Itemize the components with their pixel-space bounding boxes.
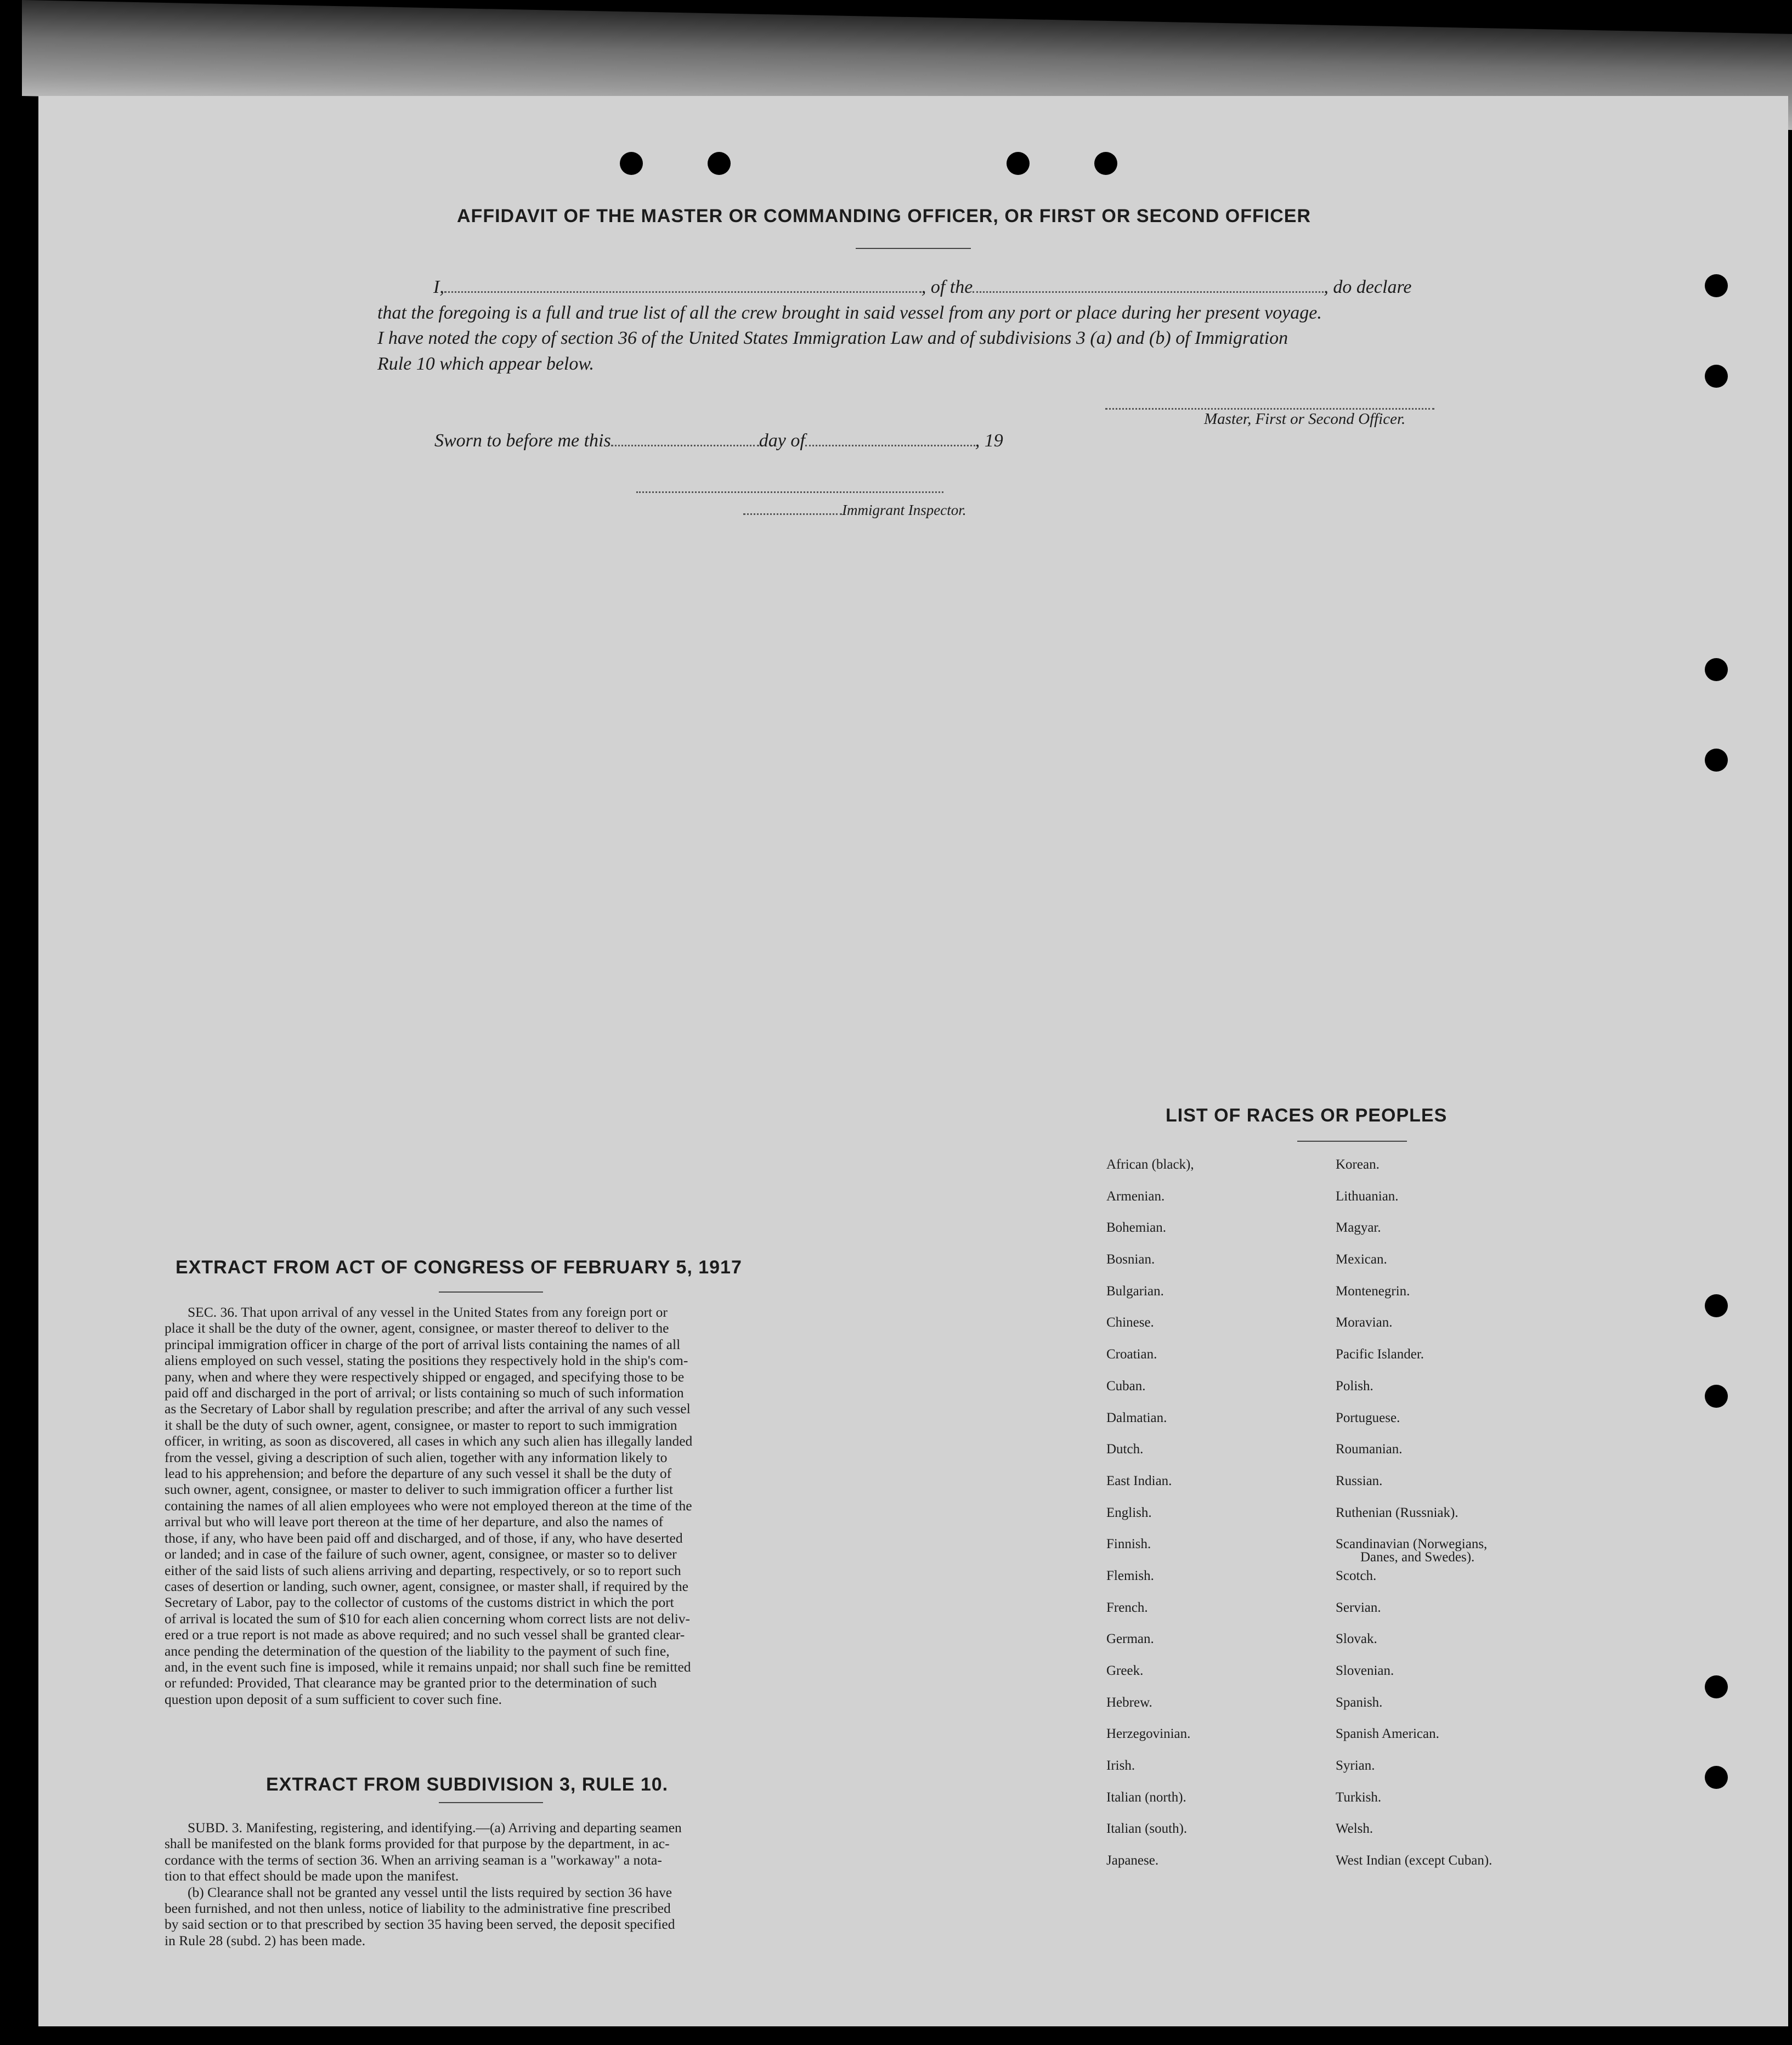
race-item: Turkish. — [1336, 1789, 1382, 1805]
races-right-column — [1336, 1158, 1492, 1886]
affidavit-line-4: Rule 10 which appear below. — [377, 354, 595, 374]
race-item: Hebrew. — [1106, 1695, 1152, 1710]
race-item: Dutch. — [1106, 1442, 1144, 1457]
day-of-text: day of — [759, 430, 805, 451]
text-line: such owner, agent, consignee, or master to deliver to such immigration officer a further list — [165, 1481, 673, 1498]
race-item: Scotch. — [1336, 1568, 1377, 1583]
text-line: cordance with the terms of section 36. When an arriving seaman is a "workaway" a nota- — [165, 1851, 662, 1868]
race-item: Spanish American. — [1336, 1726, 1439, 1742]
race-item: Magyar. — [1336, 1220, 1381, 1236]
name-blank — [444, 288, 922, 293]
race-item-scandinavian-cont: Danes, and Swedes). — [1360, 1550, 1475, 1565]
text-line: (b) Clearance shall not be granted any vessel until the lists required by section 36 have — [188, 1884, 672, 1900]
signature-blank — [1105, 405, 1434, 410]
inspector-line — [743, 502, 966, 519]
affidavit-title-rule — [856, 248, 971, 249]
signature-label: Master, First or Second Officer. — [1204, 410, 1406, 428]
day-blank — [611, 441, 759, 446]
race-item: Italian (north). — [1106, 1789, 1186, 1805]
affidavit-title: AFFIDAVIT OF THE MASTER OR COMMANDING OFFICER, OR FIRST OR SECOND OFFICER — [457, 206, 1311, 226]
race-item: Korean. — [1336, 1157, 1380, 1172]
race-item: African (black), — [1106, 1157, 1194, 1172]
race-item — [1336, 1538, 1492, 1570]
race-item: Montenegrin. — [1336, 1283, 1410, 1299]
text-line: those, if any, who have been paid off and discharged, and of those, if any, who have deserted — [165, 1529, 683, 1546]
race-item: Roumanian. — [1336, 1442, 1403, 1457]
text-line: shall be manifested on the blank forms provided for that purpose by the department, in ac- — [165, 1836, 670, 1852]
text-line: aliens employed on such vessel, stating the positions they respectively hold in the ship's com- — [165, 1352, 688, 1369]
text-line: paid off and discharged in the port of arrival; or lists containing so much of such information — [165, 1385, 684, 1401]
race-item: Spanish. — [1336, 1695, 1383, 1710]
race-item: English. — [1106, 1505, 1152, 1520]
act-extract-rule — [439, 1291, 543, 1293]
month-blank — [805, 441, 975, 446]
sworn-text: Sworn to before me this — [434, 430, 611, 451]
punch-hole — [620, 152, 643, 175]
race-item: Greek. — [1106, 1663, 1144, 1678]
rule-extract-title: EXTRACT FROM SUBDIVISION 3, RULE 10. — [266, 1774, 669, 1795]
text-line: it shall be the duty of such owner, agent, consignee, or master to report to such immigration — [165, 1417, 677, 1433]
race-item: Russian. — [1336, 1473, 1383, 1488]
year-text: , 19 — [975, 430, 1003, 451]
race-item: Portuguese. — [1336, 1410, 1400, 1425]
race-item: Lithuanian. — [1336, 1188, 1399, 1204]
text-line: from the vessel, giving a description of such alien, together with any information likely to — [165, 1449, 668, 1465]
text-line: lead to his apprehension; and before the departure of any such vessel it shall be the duty of — [165, 1465, 672, 1482]
text-line: either of the said lists of such aliens arriving and departing, respectively, or so to report such — [165, 1562, 681, 1578]
race-item: Armenian. — [1106, 1188, 1165, 1204]
text-line: as the Secretary of Labor shall by regulation prescribe; and after the arrival of any such vessel — [165, 1401, 691, 1417]
act-extract-title: EXTRACT FROM ACT OF CONGRESS OF FEBRUARY 5, 1917 — [176, 1257, 742, 1278]
affidavit-line-3: I have noted the copy of section 36 of the United States Immigration Law and of subdivisions 3 (a) and (b) of Immigration — [377, 328, 1288, 348]
text-line: or landed; and in case of the failure of such owner, agent, consignee, or master so to deliver — [165, 1546, 677, 1562]
text-line: been furnished, and not then unless, notice of liability to the administrative fine prescribed — [165, 1900, 671, 1917]
text-line: of arrival is located the sum of $10 for each alien concerning whom correct lists are not deliv- — [165, 1610, 691, 1627]
punch-hole — [1705, 658, 1728, 681]
punch-hole — [1705, 1385, 1728, 1408]
text-line: tion to that effect should be made upon the manifest. — [165, 1868, 459, 1884]
race-item: Pacific Islander. — [1336, 1347, 1424, 1362]
race-item: Chinese. — [1106, 1315, 1154, 1330]
race-item: Slovenian. — [1336, 1663, 1394, 1678]
races-title-rule — [1297, 1141, 1407, 1142]
race-item: Moravian. — [1336, 1315, 1393, 1330]
punch-hole — [708, 152, 731, 175]
inspector-dots — [743, 510, 842, 515]
punch-hole — [1705, 365, 1728, 388]
text-line: SEC. 36. That upon arrival of any vessel in the United States from any foreign port or — [188, 1304, 668, 1320]
race-item: West Indian (except Cuban). — [1336, 1853, 1493, 1868]
text-line: by said section or to that prescribed by section 35 having been served, the deposit specified — [165, 1916, 675, 1933]
inspector-label: Immigrant Inspector. — [842, 502, 966, 518]
race-item: Welsh. — [1336, 1821, 1373, 1837]
race-item: Bohemian. — [1106, 1220, 1167, 1236]
text-line: or refunded: Provided, That clearance may be granted prior to the determination of such — [165, 1675, 657, 1691]
race-item: Irish. — [1106, 1758, 1135, 1774]
text-line: ance pending the determination of the question of the liability to the payment of such fine, — [165, 1642, 670, 1659]
punch-hole — [1705, 1766, 1728, 1789]
race-item: Dalmatian. — [1106, 1410, 1167, 1425]
text-line: SUBD. 3. Manifesting, registering, and identifying.—(a) Arriving and departing seamen — [188, 1820, 682, 1836]
race-item: Slovak. — [1336, 1632, 1377, 1647]
race-item: German. — [1106, 1632, 1154, 1647]
document-page — [38, 96, 1788, 2026]
sworn-line — [434, 430, 1003, 451]
punch-hole — [1094, 152, 1117, 175]
text-line: arrival but who will leave port thereon at the time of her departure, and also the names of — [165, 1514, 664, 1530]
race-item: Servian. — [1336, 1600, 1381, 1615]
race-item: Italian (south). — [1106, 1821, 1188, 1837]
affidavit-line-1 — [433, 277, 1448, 298]
act-extract-body — [165, 1304, 804, 1707]
affidavit-of-the: , of the — [921, 277, 973, 297]
punch-hole — [1007, 152, 1030, 175]
race-item: Bulgarian. — [1106, 1283, 1164, 1299]
race-item: Polish. — [1336, 1378, 1373, 1393]
text-line: containing the names of all alien employees who were not employed thereon at the time of the — [165, 1497, 692, 1514]
race-item: Ruthenian (Russniak). — [1336, 1505, 1459, 1520]
races-title: LIST OF RACES OR PEOPLES — [1166, 1105, 1448, 1126]
race-item: Cuban. — [1106, 1378, 1146, 1393]
text-line: question upon deposit of a sum sufficient to cover such fine. — [165, 1691, 502, 1707]
race-item: French. — [1106, 1600, 1148, 1615]
affidavit-declare: , do declare — [1324, 277, 1412, 297]
race-item: Croatian. — [1106, 1347, 1157, 1362]
affidavit-line-2: that the foregoing is a full and true list of all the crew brought in said vessel from any port or place during her present voyage. — [377, 303, 1322, 323]
punch-hole — [1705, 1294, 1728, 1317]
vessel-blank — [973, 288, 1324, 293]
punch-hole — [1705, 749, 1728, 772]
rule-extract-body — [165, 1820, 804, 1948]
race-item-scandinavian: Scandinavian (Norwegians, — [1336, 1537, 1488, 1552]
punch-hole — [1705, 274, 1728, 297]
races-left-column — [1106, 1158, 1194, 1886]
race-item: Flemish. — [1106, 1568, 1154, 1583]
text-line: and, in the event such fine is imposed, while it remains unpaid; nor shall such fine be remitted — [165, 1658, 691, 1675]
text-line: cases of desertion or landing, such owner, agent, consignee, or master shall, if required by the — [165, 1578, 688, 1594]
race-item: Herzegovinian. — [1106, 1726, 1191, 1742]
text-line: place it shall be the duty of the owner, agent, consignee, or master thereof to deliver to the — [165, 1320, 669, 1336]
punch-hole — [1705, 1675, 1728, 1698]
race-item: Bosnian. — [1106, 1252, 1155, 1267]
text-line: pany, when and where they were respectively shipped or engaged, and specifying those to be — [165, 1368, 685, 1385]
rule-extract-rule — [439, 1802, 543, 1803]
inspector-blank — [636, 488, 943, 493]
race-item: Syrian. — [1336, 1758, 1375, 1774]
race-item: East Indian. — [1106, 1473, 1172, 1488]
text-line: in Rule 28 (subd. 2) has been made. — [165, 1932, 366, 1948]
race-item: Mexican. — [1336, 1252, 1387, 1267]
race-item: Japanese. — [1106, 1853, 1159, 1868]
text-line: ered or a true report is not made as above required; and no such vessel shall be granted clear- — [165, 1627, 685, 1643]
text-line: officer, in writing, as soon as discovered, all cases in which any such alien has illegally landed — [165, 1433, 693, 1449]
text-line: Secretary of Labor, pay to the collector of customs of the customs district in which the port — [165, 1594, 674, 1611]
text-line: principal immigration officer in charge of the port of arrival lists containing the names of all — [165, 1336, 681, 1352]
race-item: Finnish. — [1106, 1537, 1151, 1552]
affidavit-i: I, — [433, 277, 444, 297]
